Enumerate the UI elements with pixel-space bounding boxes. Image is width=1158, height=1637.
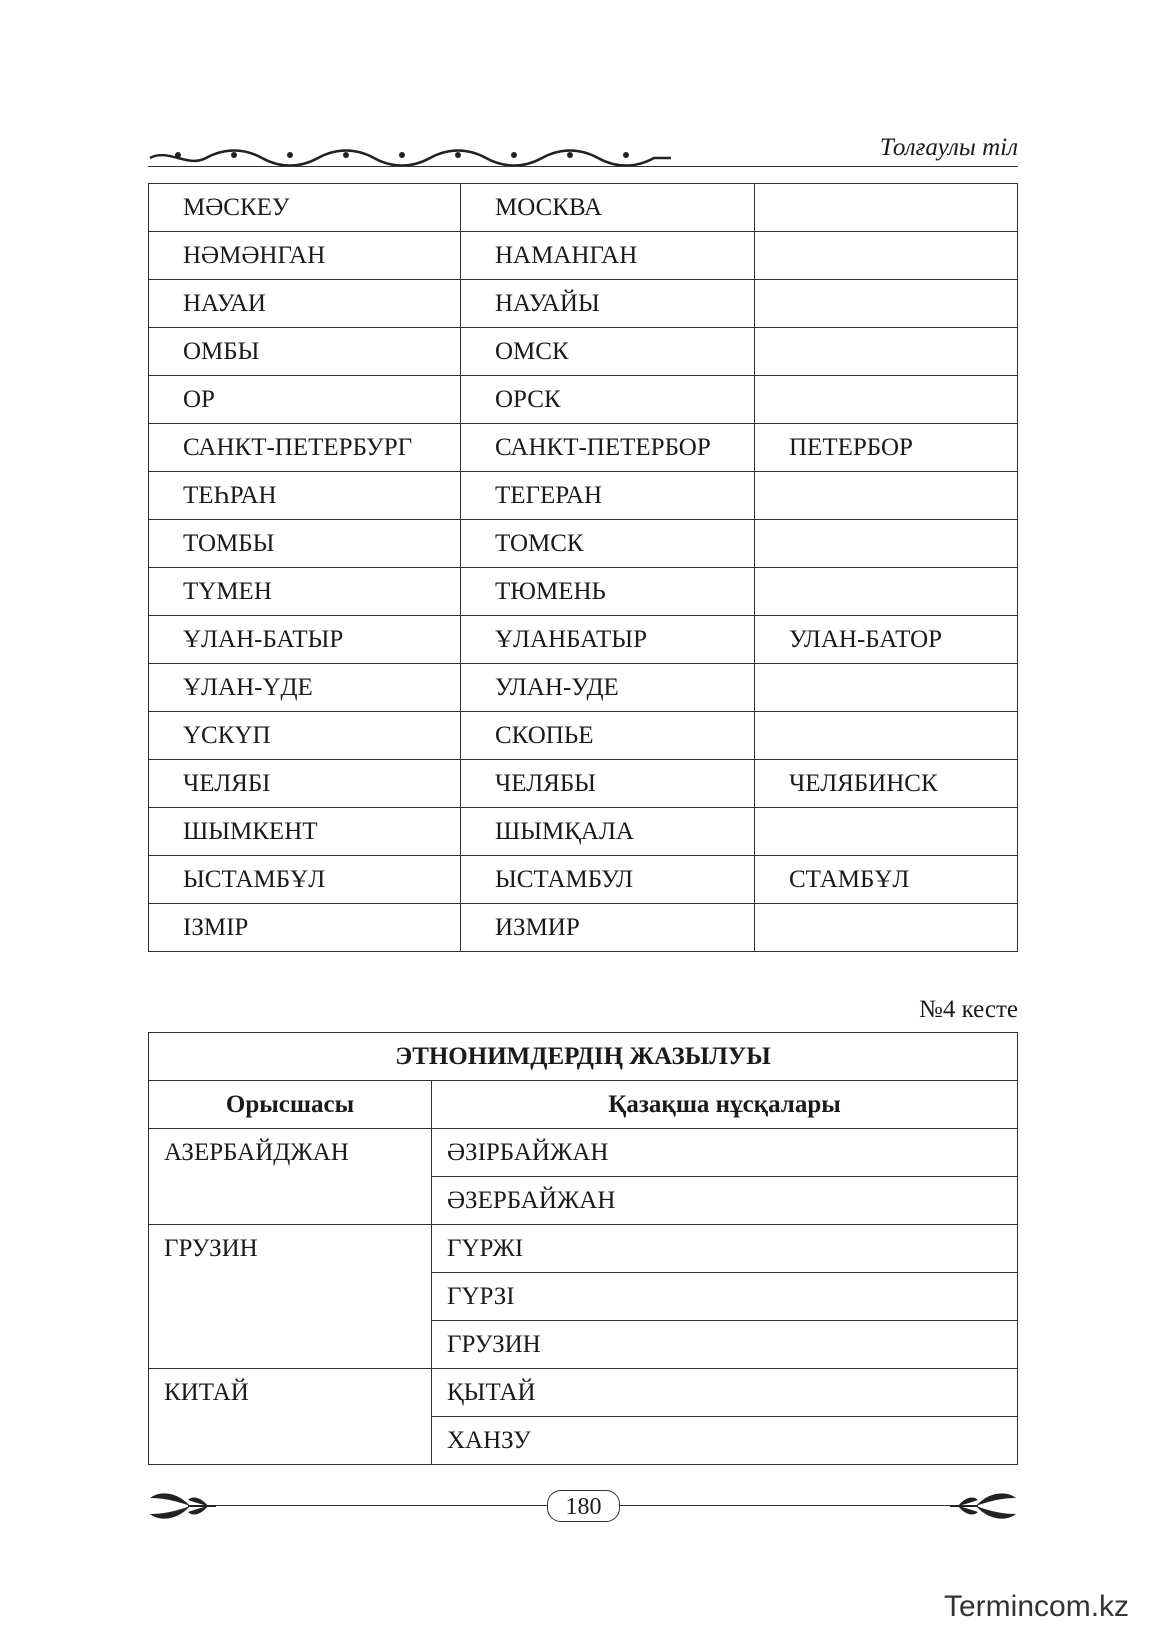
kazakh-variant-cell: ГҮРЖІ [432, 1225, 1018, 1273]
table-cell: ШЫМКЕНТ [149, 808, 461, 856]
table-cell: ҰЛАН-БАТЫР [149, 616, 461, 664]
table-cell: МӘСКЕУ [149, 184, 461, 232]
table-cell: НАУАЙЫ [461, 280, 755, 328]
table-cell: ТҮМЕН [149, 568, 461, 616]
table-cell: ТЕҺРАН [149, 472, 461, 520]
table-cell: ТОМСК [461, 520, 755, 568]
running-title: Толғаулы тіл [879, 134, 1018, 161]
table-row [149, 1129, 1018, 1177]
table-cell: УЛАН-УДЕ [461, 664, 755, 712]
ethnonyms-table [148, 1032, 1018, 1465]
table-cell: САНКТ-ПЕТЕРБОР [461, 424, 755, 472]
table-cell [755, 328, 1018, 376]
kazakh-variant-cell: ӘЗІРБАЙЖАН [432, 1129, 1018, 1177]
table-row [149, 904, 1018, 952]
leaf-ornament-right-icon [948, 1488, 1018, 1524]
table-cell [755, 280, 1018, 328]
table-row [149, 856, 1018, 904]
table-cell: СКОПЬЕ [461, 712, 755, 760]
table-cell [755, 232, 1018, 280]
table-row [149, 1225, 1018, 1273]
footer-rule-left [215, 1505, 547, 1506]
table-cell: МОСКВА [461, 184, 755, 232]
table-cell [755, 808, 1018, 856]
table-caption: №4 кесте [919, 996, 1018, 1023]
table-row [149, 424, 1018, 472]
footer-rule-right [620, 1505, 950, 1506]
russian-name-cell: ГРУЗИН [149, 1225, 432, 1369]
russian-name-cell: АЗЕРБАЙДЖАН [149, 1129, 432, 1225]
kazakh-variant-cell: ХАНЗУ [432, 1417, 1018, 1465]
table-cell: ТОМБЫ [149, 520, 461, 568]
table-cell: ҰЛАНБАТЫР [461, 616, 755, 664]
table-cell: ОР [149, 376, 461, 424]
table-row [149, 808, 1018, 856]
table-cell [755, 520, 1018, 568]
table-cell [755, 568, 1018, 616]
kazakh-variant-cell: ГҮРЗІ [432, 1273, 1018, 1321]
table-cell: ЫСТАМБУЛ [461, 856, 755, 904]
table-cell: ШЫМҚАЛА [461, 808, 755, 856]
table-cell [755, 376, 1018, 424]
table-cell: СТАМБҰЛ [755, 856, 1018, 904]
table-row [149, 616, 1018, 664]
table-cell [755, 712, 1018, 760]
table-cell: ОРСК [461, 376, 755, 424]
column-header-kz: Қазақша нұсқалары [432, 1081, 1018, 1129]
table-row [149, 376, 1018, 424]
ethnonyms-table-title: ЭТНОНИМДЕРДІҢ ЖАЗЫЛУЫ [149, 1033, 1018, 1081]
table-row [149, 328, 1018, 376]
table-cell: ТЮМЕНЬ [461, 568, 755, 616]
header-rule [148, 166, 1018, 167]
table-row [149, 232, 1018, 280]
watermark-text: Termincom.kz [944, 1590, 1130, 1623]
table-cell: НӘМӘНГАН [149, 232, 461, 280]
table-row [149, 664, 1018, 712]
kazakh-variant-cell: ГРУЗИН [432, 1321, 1018, 1369]
table-cell: ҮСКҮП [149, 712, 461, 760]
table-cell [755, 664, 1018, 712]
table-cell: ОМСК [461, 328, 755, 376]
table-row [149, 280, 1018, 328]
table-cell [755, 904, 1018, 952]
table-cell: ЧЕЛЯБИНСК [755, 760, 1018, 808]
table-cell [755, 472, 1018, 520]
kazakh-variant-cell: ӘЗЕРБАЙЖАН [432, 1177, 1018, 1225]
kazakh-variant-cell: ҚЫТАЙ [432, 1369, 1018, 1417]
table-cell: ЫСТАМБҰЛ [149, 856, 461, 904]
table-cell: ПЕТЕРБОР [755, 424, 1018, 472]
table-row [149, 760, 1018, 808]
table-row [149, 712, 1018, 760]
table-cell: ОМБЫ [149, 328, 461, 376]
cities-table [148, 183, 1018, 952]
table-cell: УЛАН-БАТОР [755, 616, 1018, 664]
table-row [149, 1369, 1018, 1417]
table-cell: НАМАНГАН [461, 232, 755, 280]
table-cell: ІЗМІР [149, 904, 461, 952]
table-row [149, 520, 1018, 568]
table-cell: ТЕГЕРАН [461, 472, 755, 520]
table-row [149, 184, 1018, 232]
table-cell: ҰЛАН-ҮДЕ [149, 664, 461, 712]
table-row [149, 568, 1018, 616]
table-cell: ЧЕЛЯБЫ [461, 760, 755, 808]
watermark-logo [944, 1590, 1150, 1632]
table-cell: ЧЕЛЯБІ [149, 760, 461, 808]
table-cell: ИЗМИР [461, 904, 755, 952]
russian-name-cell: КИТАЙ [149, 1369, 432, 1465]
page-number: 180 [547, 1490, 620, 1522]
table-cell [755, 184, 1018, 232]
table-row [149, 472, 1018, 520]
leaf-ornament-left-icon [148, 1488, 218, 1524]
table-cell: САНКТ-ПЕТЕРБУРГ [149, 424, 461, 472]
column-header-ru: Орысшасы [149, 1081, 432, 1129]
table-cell: НАУАИ [149, 280, 461, 328]
